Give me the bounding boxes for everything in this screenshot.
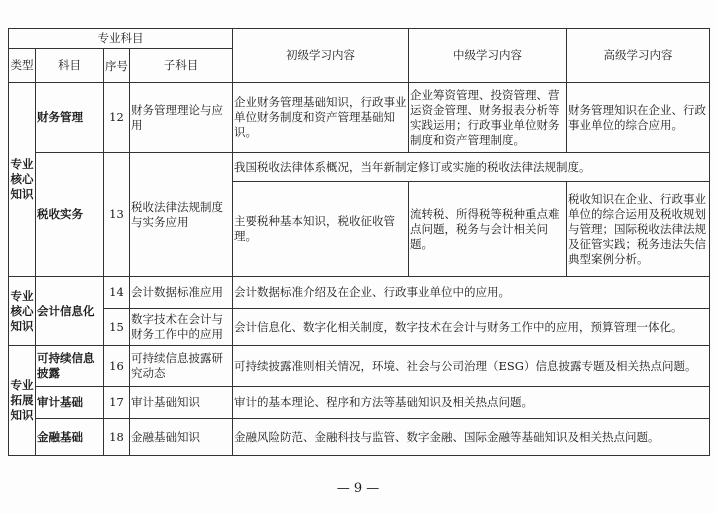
advanced-cell: 财务管理知识在企业、行政事业单位的综合应用。 [567,83,710,153]
category-cell: 专业核心知识 [9,277,36,346]
header-group: 专业科目 [9,29,233,49]
header-subject: 科目 [36,49,104,83]
subsubject-cell: 税收法律法规制度与实务应用 [130,153,233,277]
seq-cell: 16 [104,346,130,387]
subsubject-cell: 可持续信息披露研究动态 [130,346,233,387]
intermediate-cell: 企业筹资管理、投资管理、营运资金管理、财务报表分析等实践运用；行政事业单位财务制度和资产管理制度。 [409,83,567,153]
seq-cell: 12 [104,83,130,153]
common-content-cell: 金融风险防范、金融科技与监管、数字金融、国际金融等基础知识及相关热点问题。 [233,419,710,456]
subsubject-cell: 会计数据标准应用 [130,277,233,309]
subject-cell: 可持续信息披露 [36,346,104,387]
advanced-cell: 税收知识在企业、行政事业单位的综合运用及税收规划与管理；国际税收法律法规及征管实践；税务违法失信典型案例分析。 [567,182,710,277]
primary-cell: 企业财务管理基础知识，行政事业单位财务制度和资产管理基础知识。 [233,83,409,153]
table-row [9,309,710,346]
subject-cell: 审计基础 [36,387,104,419]
category-cell: 专业核心知识 [9,83,36,277]
seq-cell: 13 [104,153,130,277]
seq-cell: 15 [104,309,130,346]
table-row [9,153,710,182]
common-content-cell: 可持续披露准则相关情况，环境、社会与公司治理（ESG）信息披露专题及相关热点问题。 [233,346,710,387]
seq-cell: 17 [104,387,130,419]
table-row [9,83,710,153]
header-primary: 初级学习内容 [233,29,409,83]
subsubject-cell: 审计基础知识 [130,387,233,419]
common-content-cell: 会计信息化、数字化相关制度，数字技术在会计与财务工作中的应用，预算管理一体化。 [233,309,710,346]
primary-cell: 主要税种基本知识，税收征收管理。 [233,182,409,277]
table-row [9,419,710,456]
subsubject-cell: 数字技术在会计与财务工作中的应用 [130,309,233,346]
header-intermediate: 中级学习内容 [409,29,567,83]
seq-cell: 18 [104,419,130,456]
header-advanced: 高级学习内容 [567,29,710,83]
page-number: — 9 — [336,481,380,496]
curriculum-table [8,28,710,456]
subject-cell: 税收实务 [36,153,104,277]
header-subsubject: 子科目 [130,49,233,83]
table-row [9,387,710,419]
common-content-cell: 会计数据标准介绍及在企业、行政事业单位中的应用。 [233,277,710,309]
subsubject-cell: 财务管理理论与应用 [130,83,233,153]
common-content-cell: 我国税收法律体系概况，当年新制定修订或实施的税收法律法规制度。 [233,153,710,182]
category-cell: 专业拓展知识 [9,346,36,456]
header-type: 类型 [9,49,36,83]
seq-cell: 14 [104,277,130,309]
subsubject-cell: 金融基础知识 [130,419,233,456]
subject-cell: 金融基础 [36,419,104,456]
subject-cell: 财务管理 [36,83,104,153]
header-seq: 序号 [104,49,130,83]
table-row [9,277,710,309]
intermediate-cell: 流转税、所得税等税种重点难点问题，税务与会计相关问题。 [409,182,567,277]
subject-cell: 会计信息化 [36,277,104,346]
common-content-cell: 审计的基本理论、程序和方法等基础知识及相关热点问题。 [233,387,710,419]
table-row [9,346,710,387]
